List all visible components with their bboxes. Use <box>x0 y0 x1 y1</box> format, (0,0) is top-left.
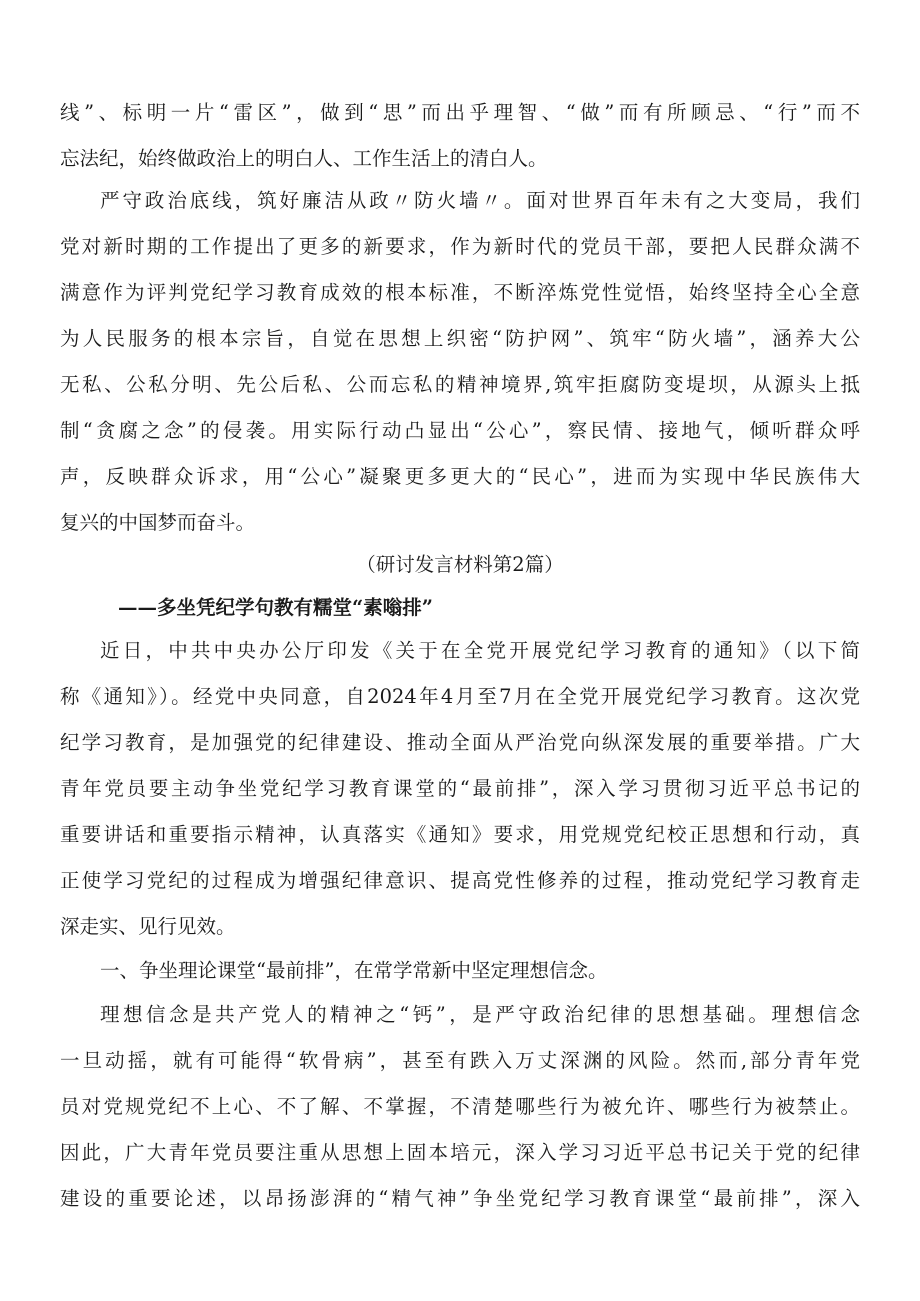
paragraph-4-line-5: 建设的重要论述，以昂扬澎湃的“精气神”争坐党纪学习教育课堂“最前排”，深入 <box>60 1187 860 1210</box>
paragraph-2-line-7: 声，反映群众诉求，用“公心”凝聚更多更大的“民心”，进而为实现中华民族伟大 <box>60 465 860 488</box>
paragraph-3-line-5: 重要讲话和重要指示精神，认真落实《通知》要求，用党规党纪校正思想和行动，真 <box>60 823 860 846</box>
section-title: （研讨发言材料第2篇） <box>356 553 564 576</box>
paragraph-2-line-4: 为人民服务的根本宗旨，自觉在思想上织密“防护网”、筑牢“防火墙”，涵养大公 <box>60 327 860 350</box>
paragraph-2-line-3: 满意作为评判党纪学习教育成效的根本标准，不断淬炼党性觉悟，始终坚持全心全意 <box>60 281 860 304</box>
heading-1: 一、争坐理论课堂“最前排”，在常学常新中坚定理想信念。 <box>100 959 608 982</box>
paragraph-3-line-2: 称《通知》）。经党中央同意，自2024年4月至7月在全党开展党纪学习教育。这次党 <box>60 685 860 708</box>
paragraph-4-line-1: 理想信念是共产党人的精神之“钙”，是严守政治纪律的思想基础。理想信念 <box>100 1003 860 1026</box>
paragraph-2-line-2: 党对新时期的工作提出了更多的新要求，作为新时代的党员干部，要把人民群众满不 <box>60 235 860 258</box>
paragraph-4-line-4: 因此，广大青年党员要注重从思想上固本培元，深入学习习近平总书记关于党的纪律 <box>60 1141 860 1164</box>
paragraph-3-line-3: 纪学习教育，是加强党的纪律建设、推动全面从严治党向纵深发展的重要举措。广大 <box>60 731 860 754</box>
paragraph-3-line-6: 正使学习党纪的过程成为增强纪律意识、提高党性修养的过程，推动党纪学习教育走 <box>60 869 860 892</box>
paragraph-2-line-5: 无私、公私分明、先公后私、公而忘私的精神境界,筑牢拒腐防变堤坝，从源头上抵 <box>60 373 860 396</box>
paragraph-2-line-8: 复兴的中国梦而奋斗。 <box>60 511 256 534</box>
paragraph-1-line-1: 线”、标明一片“雷区”，做到“思”而出乎理智、“做”而有所顾忌、“行”而不 <box>60 101 860 124</box>
paragraph-4-line-2: 一旦动摇，就有可能得“软骨病”，甚至有跌入万丈深渊的风险。然而,部分青年党 <box>60 1049 860 1072</box>
paragraph-3-line-7: 深走实、见行见效。 <box>60 915 236 938</box>
paragraph-2-line-1: 严守政治底线，筑好廉洁从政〃防火墙〃。面对世界百年未有之大变局，我们 <box>100 189 860 212</box>
paragraph-4-line-3: 员对党规党纪不上心、不了解、不掌握，不清楚哪些行为被允许、哪些行为被禁止。 <box>60 1095 860 1118</box>
paragraph-3-line-4: 青年党员要主动争坐党纪学习教育课堂的“最前排”，深入学习贯彻习近平总书记的 <box>60 777 860 800</box>
paragraph-2-line-6: 制“贪腐之念”的侵袭。用实际行动凸显出“公心”，察民情、接地气，倾听群众呼 <box>60 419 860 442</box>
paragraph-1-line-2: 忘法纪，始终做政治上的明白人、工作生活上的清白人。 <box>60 147 548 170</box>
subtitle: ——多坐凭纪学句教有糯堂“素嗡排” <box>118 596 433 619</box>
paragraph-3-line-1: 近日，中共中央办公厅印发《关于在全党开展党纪学习教育的通知》（以下简 <box>100 639 860 662</box>
